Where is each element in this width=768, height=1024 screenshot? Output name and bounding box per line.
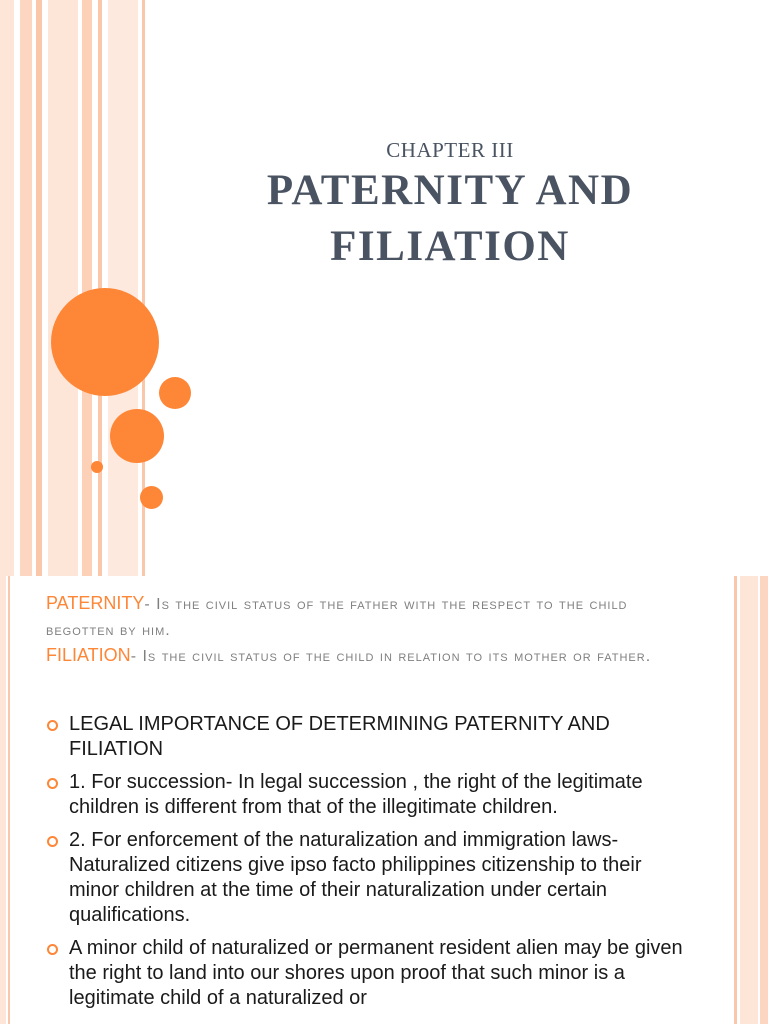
bullet-icon <box>47 836 58 847</box>
decor-stripe <box>0 0 14 576</box>
decor-stripe <box>760 576 768 1024</box>
decor-stripe <box>8 576 10 1024</box>
decor-stripe <box>734 576 737 1024</box>
bullet-icon <box>47 720 58 731</box>
decor-circle-small <box>159 377 191 409</box>
bullet-icon <box>47 778 58 789</box>
bullet-text: 2. For enforcement of the naturalization and immigration laws- Naturalized citizens give ipso facto philippines citizenship to their minor children at the time of their naturalization under certain qualifications. <box>69 829 642 926</box>
content-slide <box>0 576 768 1024</box>
definition-filiation <box>46 642 686 670</box>
decor-stripe <box>82 0 92 576</box>
decor-circle-medium <box>110 409 164 463</box>
decor-circle-tiny <box>91 461 103 473</box>
decor-stripe <box>36 0 42 576</box>
slide-title: PATERNITY AND FILIATION <box>266 167 634 270</box>
definition-text: - Is the civil status of the father with the respect to the child begotten by him. <box>46 596 628 639</box>
bullet-list <box>46 712 686 1019</box>
decor-stripe <box>740 576 758 1024</box>
bullet-text: 1. For succession- In legal succession , the right of the legitimate children is different from that of the illegitimate children. <box>69 771 643 818</box>
bullet-text: A minor child of naturalized or permanent resident alien may be given the right to land into our shores upon proof that such minor is a legitimate child of a naturalized or <box>69 937 683 1009</box>
definition-term: PATERNITY <box>46 593 145 613</box>
bullet-icon <box>47 944 58 955</box>
definition-paternity <box>46 590 686 644</box>
list-item <box>46 770 686 820</box>
decor-stripe <box>20 0 32 576</box>
decor-stripe <box>48 0 78 576</box>
list-item <box>46 828 686 928</box>
bullet-text: LEGAL IMPORTANCE OF DETERMINING PATERNITY AND FILIATION <box>69 713 610 760</box>
decor-circle-small <box>140 486 163 509</box>
chapter-label: CHAPTER III <box>386 138 514 162</box>
decor-stripe <box>0 576 6 1024</box>
list-item <box>46 712 686 762</box>
definition-text: - Is the civil status of the child in relation to its mother or father. <box>130 648 652 665</box>
list-item <box>46 936 686 1011</box>
definition-term: FILIATION <box>46 645 131 665</box>
decor-circle-large <box>51 288 159 396</box>
